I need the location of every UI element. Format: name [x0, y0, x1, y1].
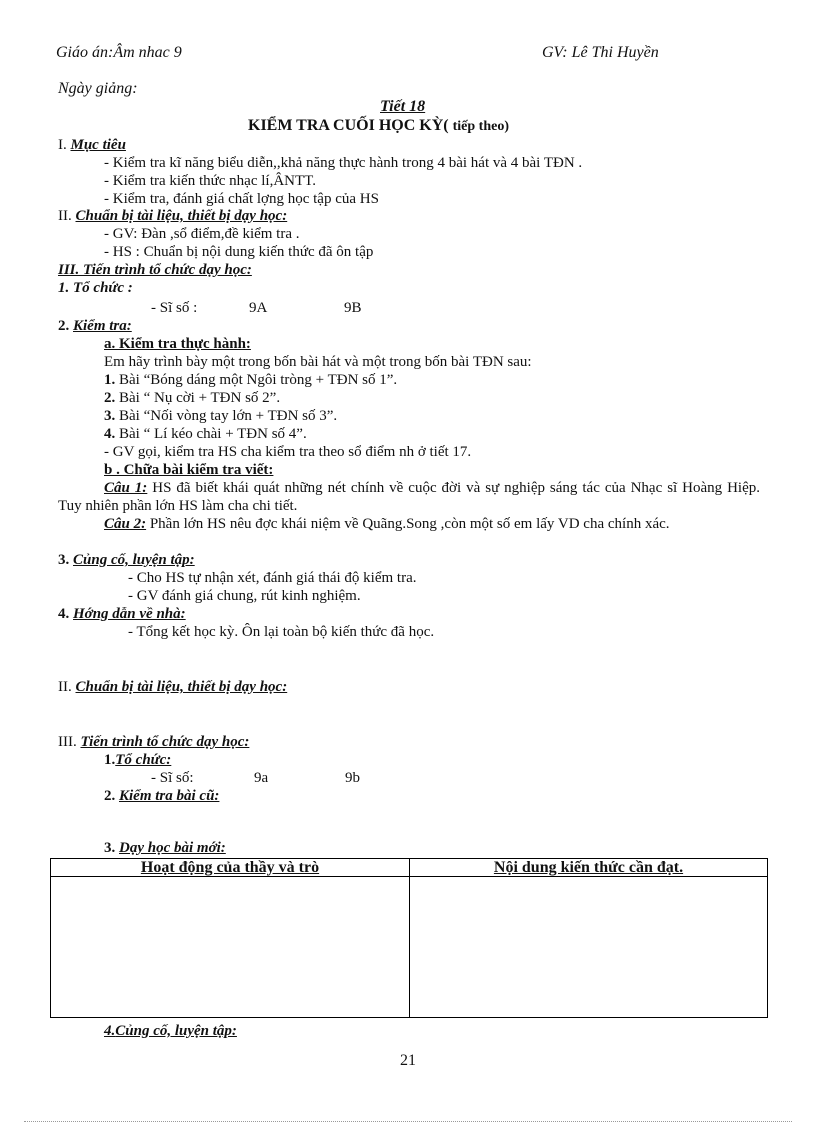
review-heading [58, 551, 195, 569]
template-s3-title: Tiến trình tổ chức dạy học: [80, 734, 250, 750]
template-new-num: 3. [104, 840, 116, 856]
home-heading [58, 605, 186, 623]
q1-text: HS đã biết khái quát những nét chính về cuộc đời và sự nghiệp sáng tác của Nhạc sĩ Hoàng Hiệp. Tuy nhiên phần lớn HS làm cha chi tiết. [58, 480, 761, 514]
header-left: Giáo án:Âm nhac 9 [56, 44, 182, 61]
section1-item-3: - Kiểm tra, đánh giá chất lợng học tập của HS [104, 191, 379, 207]
home-title: Hớng dẫn về nhà: [73, 606, 186, 622]
org-heading [58, 279, 133, 297]
section2-item-2: - HS : Chuẩn bị nội dung kiến thức đã ôn tập [104, 244, 374, 260]
song-text: Bài “Bóng dáng một Ngôi tròng + TĐN số 1”. [119, 372, 398, 388]
song-item [104, 425, 307, 443]
section1-item-1: - Kiểm tra kĩ năng biểu diễn,,khả năng thực hành trong 4 bài hát và 4 bài TĐN . [104, 155, 583, 171]
song-text: Bài “ Lí kéo chài + TĐN số 4”. [119, 426, 307, 442]
date-label: Ngày giảng: [58, 80, 138, 97]
section2-item-1: - GV: Đàn ,sổ điểm,đề kiểm tra . [104, 226, 300, 242]
lesson-title-suffix: tiếp theo) [452, 119, 509, 134]
check-heading [58, 317, 132, 335]
table-header-row [51, 859, 768, 877]
song-item [104, 407, 337, 425]
template-class-b: 9b [345, 770, 360, 786]
page-number: 21 [400, 1052, 416, 1069]
template-old-heading [104, 787, 219, 805]
template-review-heading [104, 1022, 237, 1040]
section1-roman: I. [58, 137, 67, 153]
song-num: 3. [104, 408, 116, 424]
home-item: - Tổng kết học kỳ. Ôn lại toàn bộ kiến thức đã học. [128, 624, 435, 640]
table-cell-teacher [51, 877, 410, 1018]
q1-paragraph [58, 479, 760, 515]
gv-note: - GV gọi, kiểm tra HS cha kiểm tra theo sổ điểm nh ở tiết 17. [104, 444, 472, 460]
review-title: Củng cố, luyện tập: [73, 552, 195, 568]
template-review-num: 4. [104, 1023, 116, 1039]
review-item-1: - Cho HS tự nhận xét, đánh giá thái độ kiểm tra. [128, 570, 417, 586]
template-section3 [58, 733, 249, 751]
check-title: Kiểm tra: [73, 318, 132, 334]
header-right: GV: Lê Thi Huyền [542, 44, 659, 61]
siso-label: - Sĩ số : [151, 300, 198, 316]
template-section2 [58, 678, 287, 696]
song-num: 1. [104, 372, 116, 388]
template-old-num: 2. [104, 788, 116, 804]
section1-title: Mục tiêu [70, 137, 126, 153]
table-header-content: Nội dung kiến thức cần đạt. [410, 859, 768, 877]
lesson-plan-table [50, 858, 768, 1018]
song-num: 4. [104, 426, 116, 442]
table-row [51, 877, 768, 1018]
q2-paragraph [58, 515, 760, 533]
template-new-title: Dạy học bài mới: [119, 840, 226, 856]
org-num: 1. [58, 280, 70, 296]
template-s2-roman: II. [58, 679, 72, 695]
practice-intro: Em hãy trình bày một trong bốn bài hát và một trong bốn bài TĐN sau: [104, 354, 532, 370]
song-item [104, 371, 397, 389]
class-b: 9B [344, 300, 362, 316]
template-class-a: 9a [254, 770, 269, 786]
section2-roman: II. [58, 208, 72, 224]
song-num: 2. [104, 390, 116, 406]
table-cell-content [410, 877, 768, 1018]
review-num: 3. [58, 552, 70, 568]
song-item [104, 389, 280, 407]
lesson-number: Tiết 18 [380, 98, 426, 115]
song-text: Bài “Nối vòng tay lớn + TĐN số 3”. [119, 408, 338, 424]
section3-heading: III. Tiến trình tổ chức dạy học: [58, 262, 252, 278]
practice-heading: a. Kiểm tra thực hành: [104, 336, 251, 352]
review-item-2: - GV đánh giá chung, rút kinh nghiệm. [128, 588, 361, 604]
template-org-title: Tổ chức: [115, 752, 172, 768]
template-siso-label: - Sĩ số: [151, 770, 194, 786]
q1-label: Câu 1: [104, 480, 148, 496]
section1-heading [58, 136, 126, 154]
template-s2-title: Chuẩn bị tài liệu, thiết bị dạy học: [75, 679, 288, 695]
template-old-title: Kiểm tra bài cũ: [119, 788, 220, 804]
written-heading: b . Chữa bài kiểm tra viết: [104, 462, 274, 478]
lesson-title [248, 117, 509, 136]
lesson-title-main: KIỂM TRA CUỐI HỌC KỲ( [248, 117, 449, 134]
section1-item-2: - Kiểm tra kiến thức nhạc lí,ÂNTT. [104, 173, 316, 189]
q2-text: Phần lớn HS nêu đợc khái niệm về Quãng.Song ,còn một số em lấy VD cha chính xác. [146, 516, 670, 532]
page-bottom-divider [24, 1121, 792, 1122]
template-org-num: 1. [104, 752, 116, 768]
home-num: 4. [58, 606, 70, 622]
template-new-heading [104, 839, 226, 857]
table-header-teacher: Hoạt động của thầy và trò [51, 859, 410, 877]
class-a: 9A [249, 300, 268, 316]
song-text: Bài “ Nụ cời + TĐN số 2”. [119, 390, 281, 406]
template-org-heading [104, 751, 171, 769]
check-num: 2. [58, 318, 70, 334]
template-review-title: Củng cố, luyện tập: [115, 1023, 237, 1039]
section2-title: Chuẩn bị tài liệu, thiết bị dạy học: [75, 208, 288, 224]
org-title: Tổ chức : [73, 280, 133, 296]
template-s3-roman: III. [58, 734, 77, 750]
q2-label: Câu 2: [104, 516, 147, 532]
section2-heading [58, 207, 287, 225]
